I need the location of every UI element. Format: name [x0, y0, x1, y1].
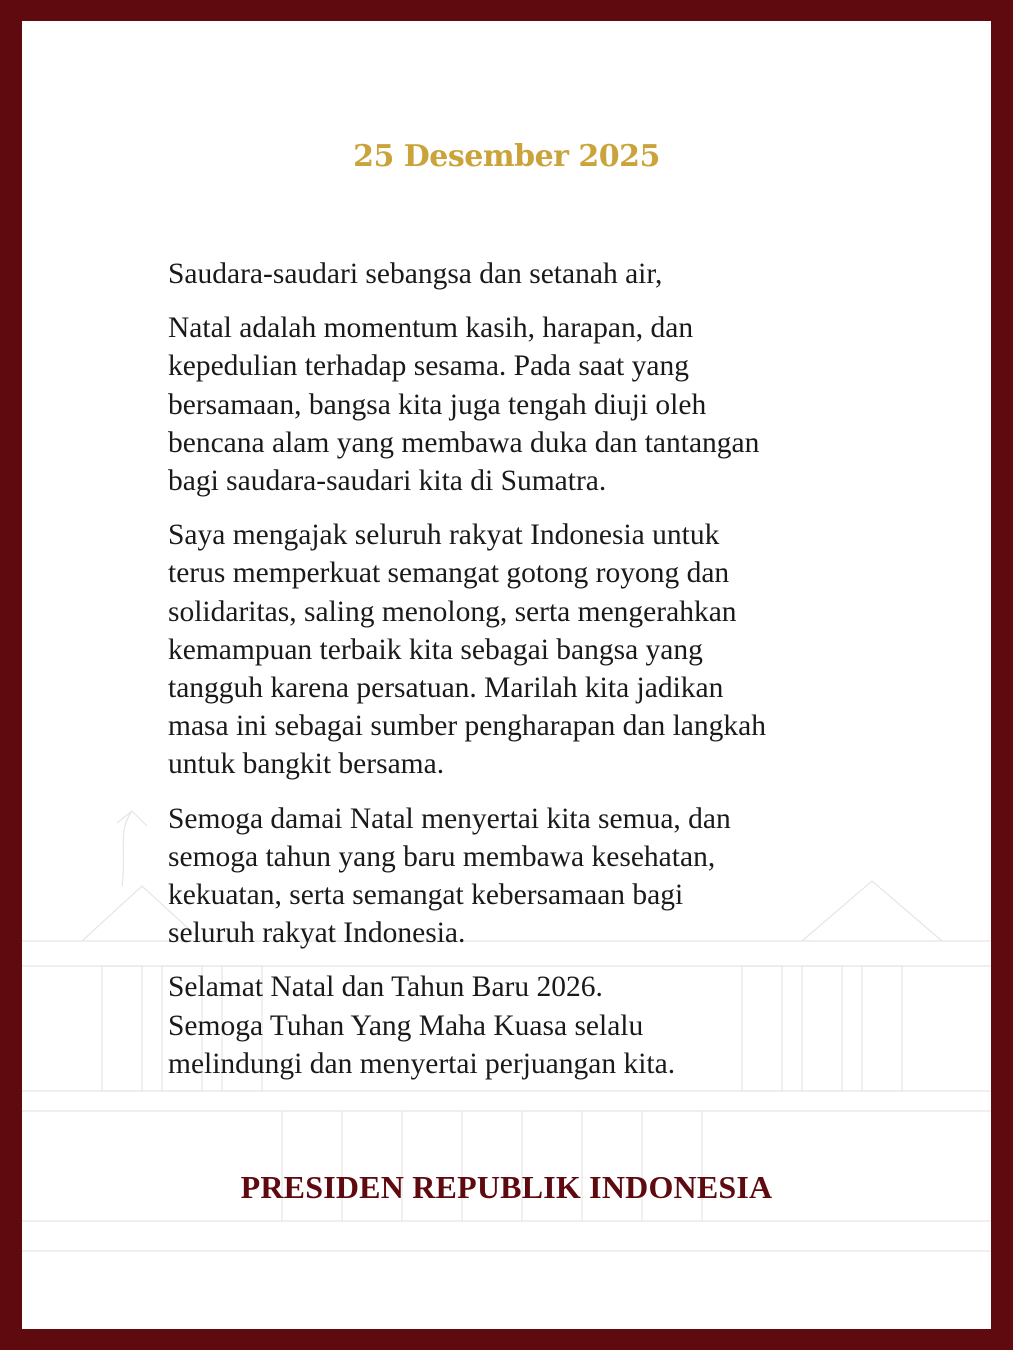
paragraph-4 — [168, 968, 858, 1083]
paragraph-line: kepedulian terhadap sesama. Pada saat yang — [168, 350, 689, 383]
paragraph-line: terus memperkuat semangat gotong royong dan — [168, 557, 730, 590]
paragraph-line: Natal adalah momentum kasih, harapan, dan — [168, 312, 694, 345]
paragraph-line: untuk bangkit bersama. — [168, 748, 445, 781]
paragraph-line: Saya mengajak seluruh rakyat Indonesia untuk — [168, 519, 720, 552]
paragraph-line: semoga tahun yang baru membawa kesehatan, — [168, 840, 716, 873]
paragraph-line: masa ini sebagai sumber pengharapan dan langkah — [168, 710, 766, 743]
paragraph-line: Selamat Natal dan Tahun Baru 2026. — [168, 971, 603, 1004]
salutation: Saudara-saudari sebangsa dan setanah air, — [168, 258, 663, 290]
paragraph-line: bagi saudara-saudari kita di Sumatra. — [168, 465, 607, 498]
letter-body — [168, 255, 858, 1099]
paragraph-line: kekuatan, serta semangat kebersamaan bagi — [168, 879, 684, 912]
paragraph-line: Semoga damai Natal menyertai kita semua, dan — [168, 802, 731, 835]
paragraph-line: solidaritas, saling menolong, serta mengerahkan — [168, 595, 737, 628]
paragraph-line: bencana alam yang membawa duka dan tantangan — [168, 426, 760, 459]
letter-date: 25 Desember 2025 — [353, 139, 660, 174]
paragraph-line: bersamaan, bangsa kita juga tengah diuji oleh — [168, 388, 707, 421]
signature-title: PRESIDEN REPUBLIK INDONESIA — [240, 1169, 773, 1205]
paragraph-3 — [168, 800, 858, 953]
paragraph-line: tangguh karena persatuan. Marilah kita jadikan — [168, 672, 724, 705]
paragraph-1 — [168, 309, 858, 500]
paragraph-line: melindungi dan menyertai perjuangan kita. — [168, 1047, 676, 1080]
paragraph-line: kemampuan terbaik kita sebagai bangsa yang — [168, 633, 703, 666]
paragraph-line: Semoga Tuhan Yang Maha Kuasa selalu — [168, 1009, 644, 1042]
paragraph-2 — [168, 516, 858, 783]
letter-paper — [22, 21, 991, 1329]
paragraph-line: seluruh rakyat Indonesia. — [168, 917, 466, 950]
